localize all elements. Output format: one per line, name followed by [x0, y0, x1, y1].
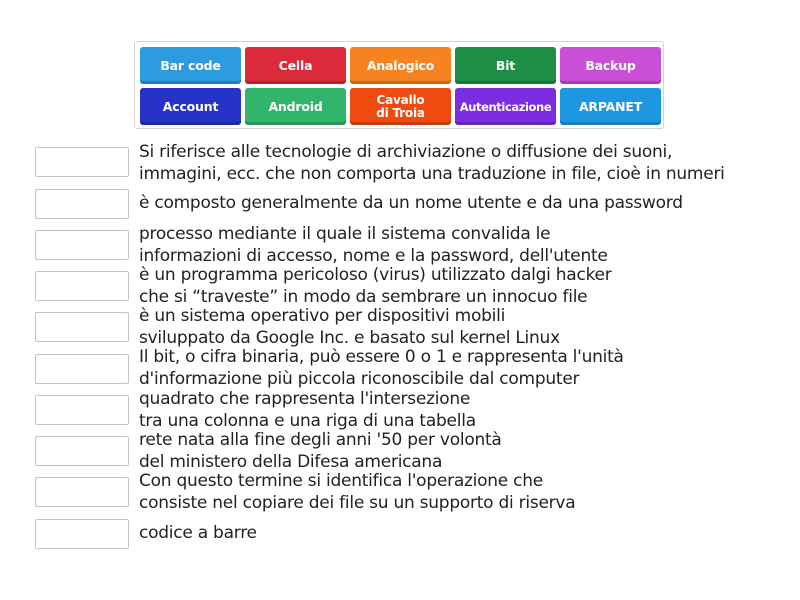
clue-text: Si riferisce alle tecnologie di archiviazione o diffusione dei suoni, immagini, ecc. che non comporta una traduzione in file, cioè in numeri — [139, 142, 725, 184]
tile-account[interactable]: Account — [140, 88, 241, 125]
drop-box[interactable] — [35, 271, 129, 301]
drop-box[interactable] — [35, 312, 129, 342]
tile-bar-code[interactable]: Bar code — [140, 47, 241, 84]
tile-cavallo-di-troia[interactable]: Cavallo di Troia — [350, 88, 451, 125]
drop-box[interactable] — [35, 354, 129, 384]
clue-text: è un sistema operativo per dispositivi mobili sviluppato da Google Inc. e basato sul kernel Linux — [139, 306, 560, 348]
clue-text: è composto generalmente da un nome utente e da una password — [139, 193, 683, 213]
tile-bit[interactable]: Bit — [455, 47, 556, 84]
tile-arpanet[interactable]: ARPANET — [560, 88, 661, 125]
clue-text: Con questo termine si identifica l'operazione che consiste nel copiare dei file su un supporto di riserva — [139, 471, 576, 513]
drop-box[interactable] — [35, 147, 129, 177]
tile-analogico[interactable]: Analogico — [350, 47, 451, 84]
drop-box[interactable] — [35, 395, 129, 425]
drop-box[interactable] — [35, 477, 129, 507]
tile-autenticazione[interactable]: Autenticazione — [455, 88, 556, 125]
tile-android[interactable]: Android — [245, 88, 346, 125]
drop-box[interactable] — [35, 436, 129, 466]
tile-cella[interactable]: Cella — [245, 47, 346, 84]
drop-box[interactable] — [35, 519, 129, 549]
clue-text: codice a barre — [139, 523, 257, 543]
clue-text: rete nata alla fine degli anni '50 per volontà del ministero della Difesa americana — [139, 430, 502, 472]
clue-text: Il bit, o cifra binaria, può essere 0 o 1 e rappresenta l'unità d'informazione più piccola riconoscibile dal computer — [139, 347, 624, 389]
drop-box[interactable] — [35, 230, 129, 260]
drop-box[interactable] — [35, 189, 129, 219]
tile-backup[interactable]: Backup — [560, 47, 661, 84]
word-bank — [134, 41, 664, 129]
clue-text: processo mediante il quale il sistema convalida le informazioni di accesso, nome e la password, dell'utente — [139, 224, 608, 266]
clue-text: quadrato che rappresenta l'intersezione tra una colonna e una riga di una tabella — [139, 389, 476, 431]
clue-text: è un programma pericoloso (virus) utilizzato dalgi hacker che si “traveste” in modo da sembrare un innocuo file — [139, 265, 612, 307]
